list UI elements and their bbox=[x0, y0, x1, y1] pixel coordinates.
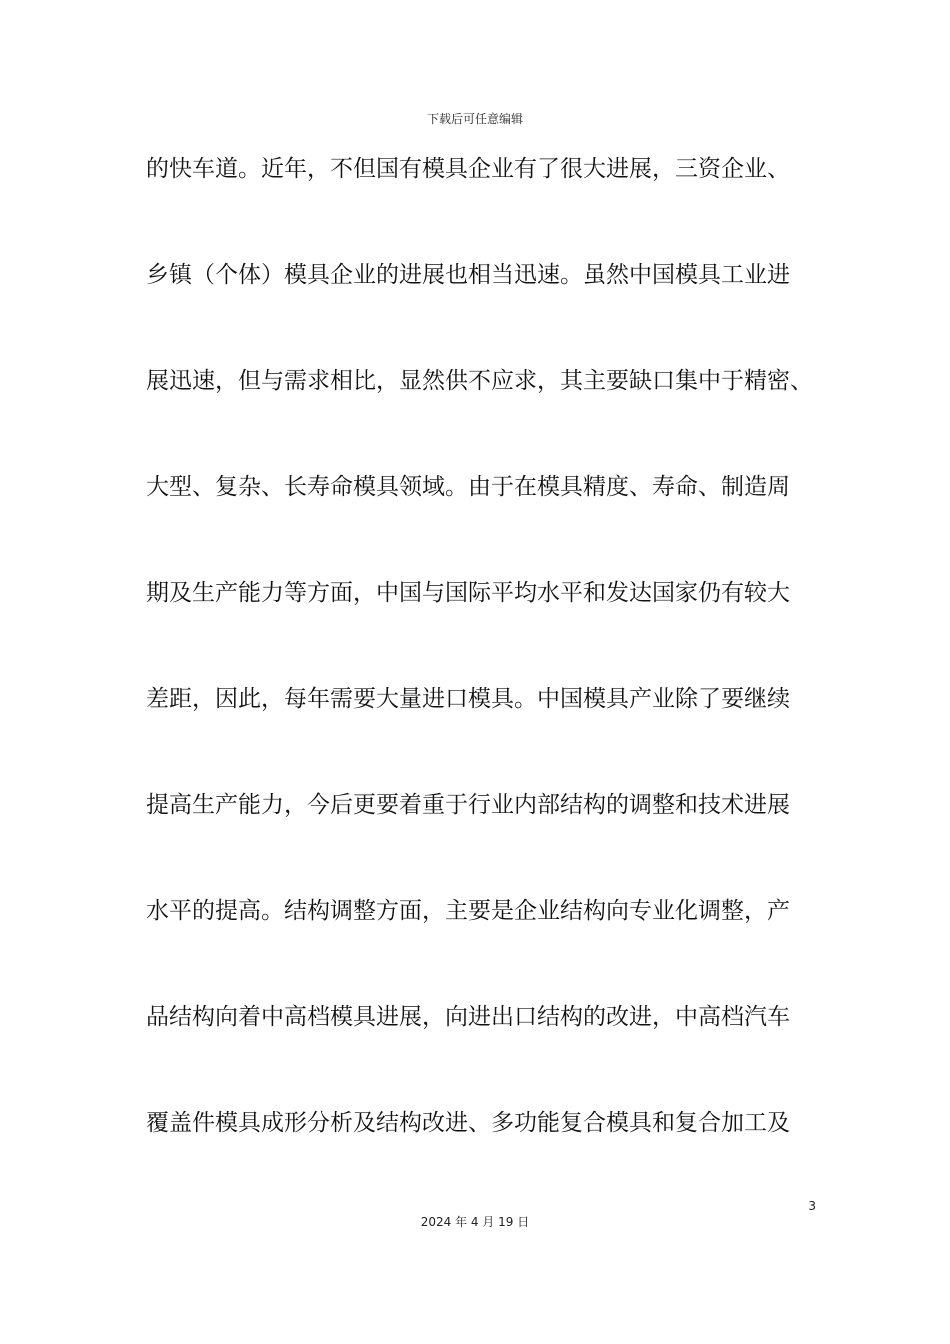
body-line-10: 覆盖件模具成形分析及结构改进、多功能复合模具和复合加工及 bbox=[146, 1110, 790, 1136]
body-line-7: 提高生产能力，今后更要着重于行业内部结构的调整和技术进展 bbox=[146, 792, 790, 818]
body-line-4: 大型、复杂、长寿命模具领域。由于在模具精度、寿命、制造周 bbox=[146, 474, 790, 500]
body-line-8: 水平的提高。结构调整方面，主要是企业结构向专业化调整，产 bbox=[146, 898, 790, 924]
body-line-2: 乡镇（个体）模具企业的进展也相当迅速。虽然中国模具工业进 bbox=[146, 262, 790, 288]
body-line-6: 差距，因此，每年需要大量进口模具。中国模具产业除了要继续 bbox=[146, 686, 790, 712]
page-header: 下载后可任意编辑 bbox=[426, 112, 523, 126]
body-line-3: 展迅速，但与需求相比，显然供不应求，其主要缺口集中于精密、 bbox=[146, 368, 813, 394]
body-line-1: 的快车道。近年，不但国有模具企业有了很大进展，三资企业、 bbox=[146, 156, 790, 182]
body-line-5: 期及生产能力等方面，中国与国际平均水平和发达国家仍有较大 bbox=[146, 580, 790, 606]
body-line-9: 品结构向着中高档模具进展，向进出口结构的改进，中高档汽车 bbox=[146, 1004, 790, 1030]
footer-date: 2024 年 4 月 19 日 bbox=[420, 1215, 530, 1229]
page-number: 3 bbox=[808, 1199, 816, 1213]
body-text bbox=[146, 146, 846, 1206]
